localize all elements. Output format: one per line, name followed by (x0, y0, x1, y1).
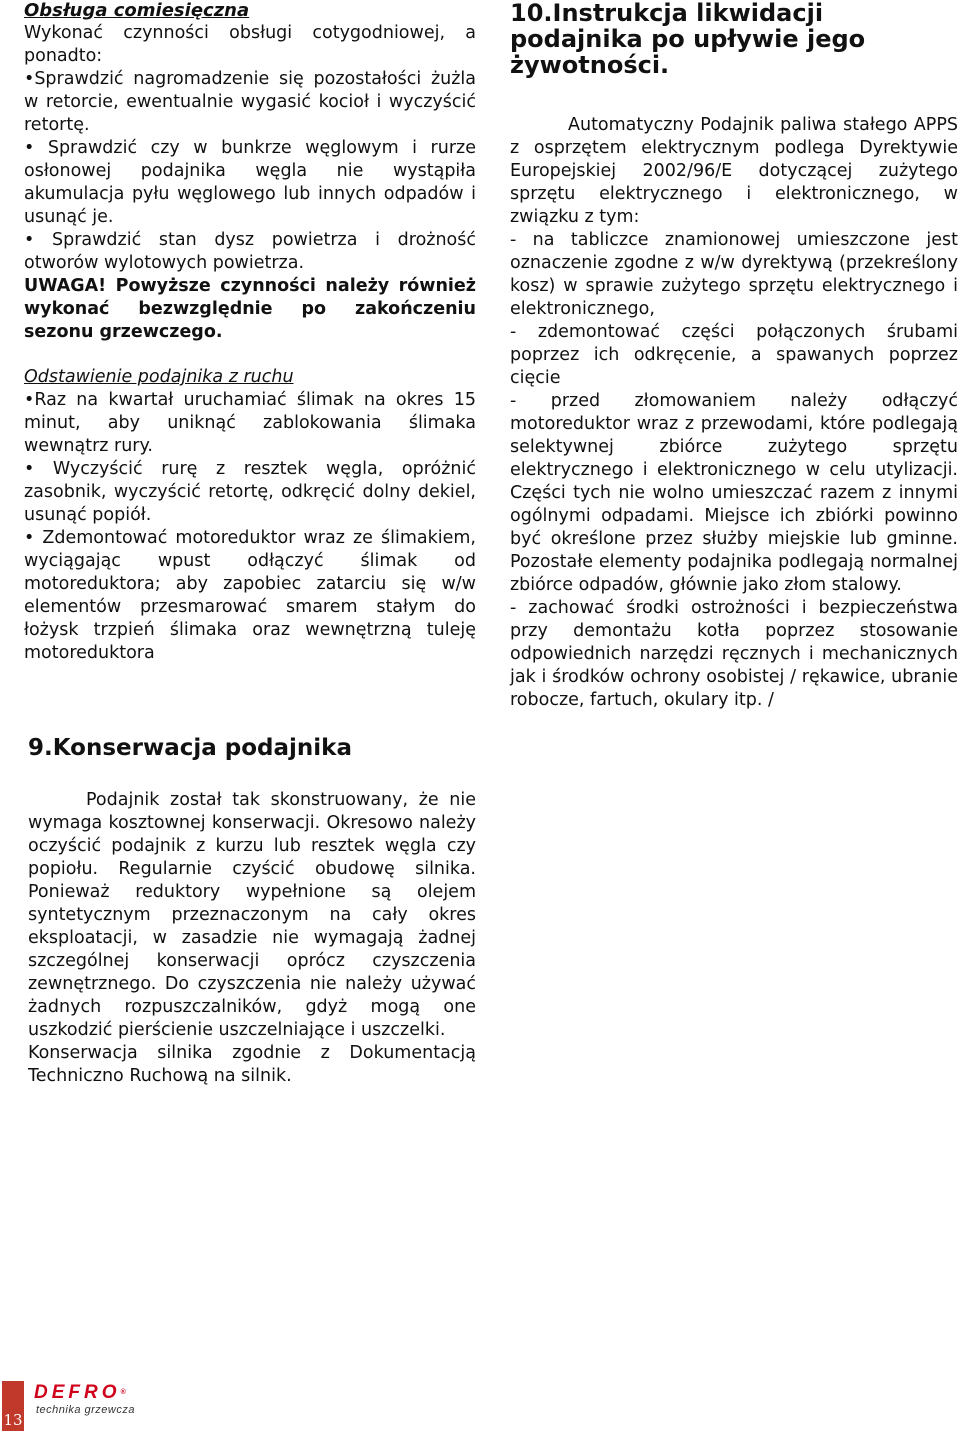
maintenance-paragraph: Podajnik został tak skonstruowany, że nie wymaga kosztownej konserwacji. Okresowo należy oczyścić podajnik z kurzu lub resztek węgla czy popiołu. Regularnie czyścić obudowę silnika. Ponieważ reduktory wypełnione są olejem syntetycznym przeznaczonym na cały okres eksploatacji, w zasadzie nie wymagają żadnej szczególnej konserwacji oprócz czyszczenia zewnętrznego. Do czyszczenia nie należy używać żadnych rozpuszczalników, gdyż mogą one uszkodzić pierścienie uszczelniające i uszczelki. (28, 790, 476, 1040)
section-title-monthly: Obsługa comiesięczna (24, 0, 250, 21)
disposal-lead: Automatyczny Podajnik paliwa stałego APPS z osprzętem elektrycznym podlega Dyrektywie Europejskiej 2002/96/E dotyczącej zużytego sprzętu elektrycznego i elektronicznego, w związku z tym: (510, 115, 958, 227)
monthly-bullet: • Sprawdzić stan dysz powietrza i drożność otworów wylotowych powietrza. (24, 230, 476, 273)
footer (0, 1375, 200, 1435)
disposal-item: - zachować środki ostrożności i bezpieczeństwa przy demontażu kotła poprzez stosowanie odpowiednich narzędzi ręcznych i mechanicznych jak i środków ochrony osobistej / rękawice, ubranie robocze, fartuch, okulary itp. / (510, 598, 958, 710)
section-heading-maintenance: 9.Konserwacja podajnika (28, 735, 352, 761)
brand-name: DEFRO (34, 1382, 121, 1403)
left-column (24, 0, 476, 665)
monthly-bullet: • Sprawdzić czy w bunkrze węglowym i rurze osłonowej podajnika węgla nie wystąpiła akumulacja pyłu węglowego lub innych odpadów i usunąć je. (24, 138, 476, 227)
disposal-item: - przed złomowaniem należy odłączyć motoreduktor wraz z przewodami, które podlegają selektywnej zbiórce zużytego sprzętu elektrycznego i elektronicznego w celu utylizacji. Części tych nie wolno umieszczać razem z innymi ogólnymi odpadami. Miejsce ich zbiórki powinno być określone przez służby miejskie lub gminne. Pozostałe elementy podajnika podlegają normalnej zbiórce odpadów, głównie jako złom stalowy. (510, 391, 958, 595)
brand-logo (34, 1383, 126, 1402)
monthly-bullet: •Sprawdzić nagromadzenie się pozostałości żużla w retorcie, ewentualnie wygasić kocioł i wyczyścić retortę. (24, 69, 476, 135)
disposal-item: - na tabliczce znamionowej umieszczone jest oznaczenie zgodne z w/w dyrektywą (przekreślony kosz) w sprawie zużytego sprzętu elektrycznego i elektronicznego, (510, 230, 958, 319)
section-heading-disposal: 10.Instrukcja likwidacji podajnika po upływie jego żywotności. (510, 0, 866, 79)
registered-mark: ® (120, 1389, 126, 1396)
section-title-shutdown: Odstawienie podajnika z ruchu (24, 367, 294, 387)
page-number: 13 (2, 1381, 24, 1431)
disposal-item: - zdemontować części połączonych śrubami poprzez ich odkręcenie, a spawanych poprzez cięcie (510, 322, 958, 388)
shutdown-bullet: • Zdemontować motoreduktor wraz ze ślimakiem, wyciągając wpust odłączyć ślimak od motoreduktora; aby zapobiec zatarciu się w/w elementów przesmarować smarem stałym do łożysk trzpień ślimaka oraz wewnętrzną tuleję motoreduktora (24, 528, 476, 663)
maintenance-section (28, 735, 476, 1088)
maintenance-paragraph-2: Konserwacja silnika zgodnie z Dokumentacją Techniczno Ruchową na silnik. (28, 1043, 476, 1086)
brand-tagline: technika grzewcza (36, 1404, 135, 1416)
shutdown-bullet: •Raz na kwartał uruchamiać ślimak na okres 15 minut, aby uniknąć zablokowania ślimaka wewnątrz rury. (24, 390, 476, 456)
shutdown-bullet: • Wyczyścić rurę z resztek węgla, opróżnić zasobnik, wyczyścić retortę, odkręcić dolny dekiel, usunąć popiół. (24, 459, 476, 525)
warning-note: UWAGA! Powyższe czynności należy również wykonać bezwzględnie po zakończeniu sezonu grzewczego. (24, 276, 476, 342)
right-column (510, 0, 958, 712)
monthly-intro: Wykonać czynności obsługi cotygodniowej, a ponadto: (24, 23, 476, 66)
